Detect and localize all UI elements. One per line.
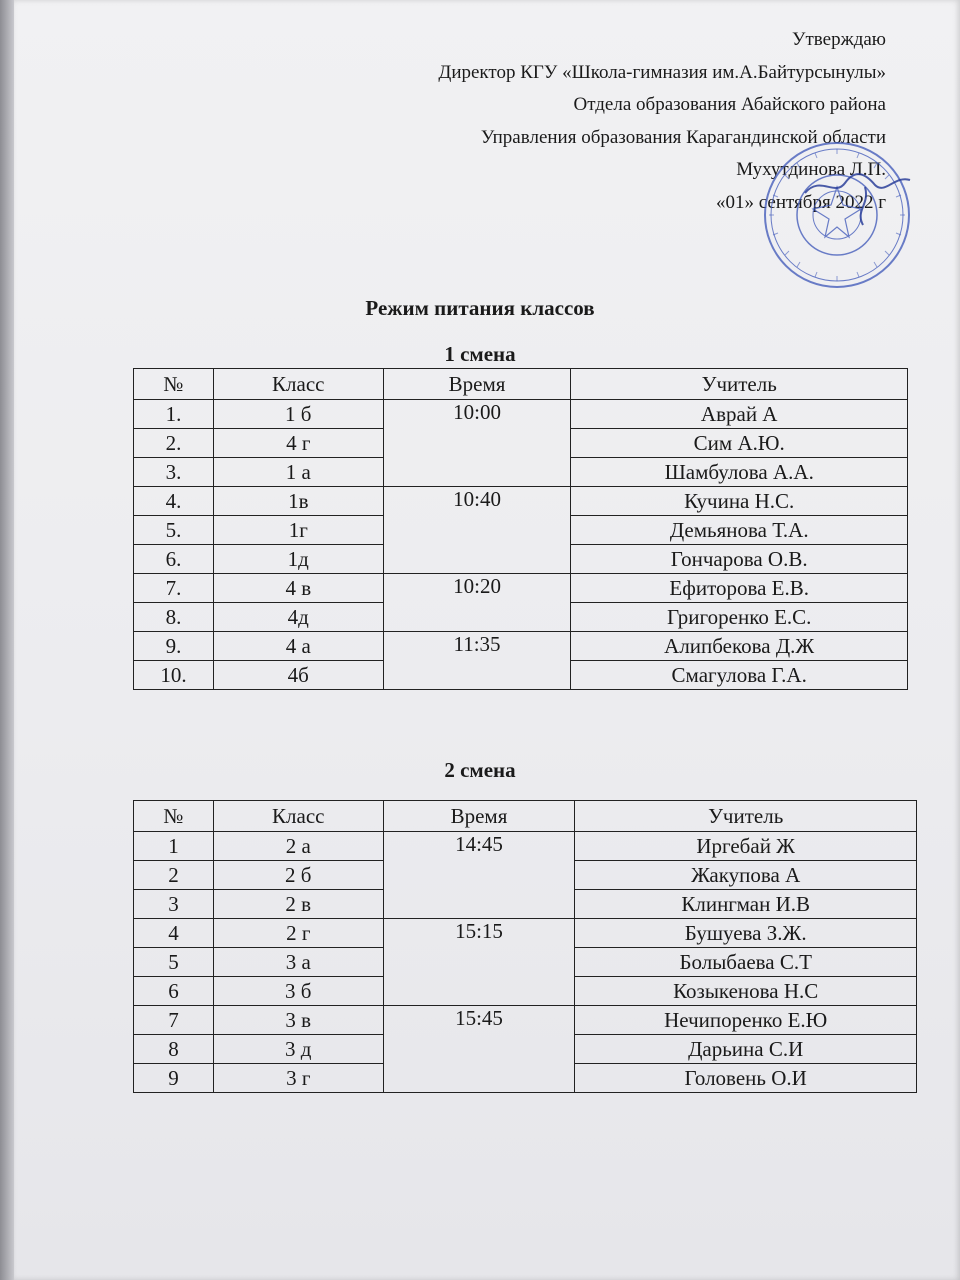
- row-class: 1г: [213, 516, 383, 545]
- shift2-table: [133, 800, 917, 1093]
- row-number: 2: [134, 861, 214, 890]
- row-class: 1 а: [213, 458, 383, 487]
- row-class: 4б: [213, 661, 383, 690]
- row-teacher: Бушуева З.Ж.: [575, 919, 917, 948]
- row-class: 1 б: [213, 400, 383, 429]
- row-class: 1в: [213, 487, 383, 516]
- row-number: 3.: [134, 458, 214, 487]
- row-number: 9: [134, 1064, 214, 1093]
- row-time: 10:40: [383, 487, 571, 574]
- row-number: 1: [134, 832, 214, 861]
- row-number: 3: [134, 890, 214, 919]
- table-row: [134, 632, 908, 661]
- row-number: 2.: [134, 429, 214, 458]
- row-class: 2 в: [213, 890, 383, 919]
- row-teacher: Дарьина С.И: [575, 1035, 917, 1064]
- table-row: [134, 919, 917, 948]
- row-number: 4.: [134, 487, 214, 516]
- row-teacher: Жакупова А: [575, 861, 917, 890]
- row-number: 10.: [134, 661, 214, 690]
- shift2-heading: 2 смена: [444, 758, 516, 782]
- row-teacher: Демьянова Т.А.: [571, 516, 908, 545]
- col-header-teacher: Учитель: [575, 801, 917, 832]
- row-teacher: Иргебай Ж: [575, 832, 917, 861]
- row-teacher: Болыбаева С.Т: [575, 948, 917, 977]
- page-title: Режим питания классов: [365, 296, 595, 320]
- row-teacher: Алипбекова Д.Ж: [571, 632, 908, 661]
- row-time: 10:20: [383, 574, 571, 632]
- row-class: 1д: [213, 545, 383, 574]
- row-class: 3 г: [213, 1064, 383, 1093]
- approval-date: «01» сентября 2022 г: [715, 191, 886, 213]
- row-number: 5: [134, 948, 214, 977]
- row-time: 10:00: [383, 400, 571, 487]
- row-number: 1.: [134, 400, 214, 429]
- row-teacher: Ефиторова Е.В.: [571, 574, 908, 603]
- col-header-number: №: [134, 369, 214, 400]
- row-time: 11:35: [383, 632, 571, 690]
- col-header-class: Класс: [213, 801, 383, 832]
- row-class: 3 д: [213, 1035, 383, 1064]
- col-header-time: Время: [383, 369, 571, 400]
- binder-edge: [0, 0, 14, 1280]
- table-header-row: [134, 801, 917, 832]
- col-header-time: Время: [383, 801, 575, 832]
- col-header-class: Класс: [213, 369, 383, 400]
- row-class: 2 а: [213, 832, 383, 861]
- row-teacher: Шамбулова А.А.: [571, 458, 908, 487]
- row-teacher: Гончарова О.В.: [571, 545, 908, 574]
- row-teacher: Козыкенова Н.С: [575, 977, 917, 1006]
- row-class: 3 б: [213, 977, 383, 1006]
- table-header-row: [134, 369, 908, 400]
- row-class: 2 б: [213, 861, 383, 890]
- row-number: 7.: [134, 574, 214, 603]
- table-row: [134, 574, 908, 603]
- row-number: 9.: [134, 632, 214, 661]
- row-number: 8.: [134, 603, 214, 632]
- approval-line: Директор КГУ «Школа-гимназия им.А.Байтурсынулы»: [438, 61, 886, 83]
- row-teacher: Кучина Н.С.: [571, 487, 908, 516]
- approval-line: Отдела образования Абайского района: [573, 94, 886, 115]
- row-number: 8: [134, 1035, 214, 1064]
- row-class: 3 а: [213, 948, 383, 977]
- row-time: 15:15: [383, 919, 575, 1006]
- approval-line: Утверждаю: [792, 29, 886, 50]
- row-teacher: Сим А.Ю.: [571, 429, 908, 458]
- row-time: 15:45: [383, 1006, 575, 1093]
- row-class: 2 г: [213, 919, 383, 948]
- row-teacher: Смагулова Г.А.: [571, 661, 908, 690]
- col-header-teacher: Учитель: [571, 369, 908, 400]
- shift1-heading: 1 смена: [444, 342, 516, 366]
- row-teacher: Клингман И.В: [575, 890, 917, 919]
- stamp-seal: [745, 135, 925, 290]
- row-teacher: Головень О.И: [575, 1064, 917, 1093]
- row-number: 5.: [134, 516, 214, 545]
- approval-line: Управления образования Карагандинской области: [480, 126, 886, 148]
- row-number: 6: [134, 977, 214, 1006]
- row-time: 14:45: [383, 832, 575, 919]
- col-header-number: №: [134, 801, 214, 832]
- shift1-table: [133, 368, 908, 690]
- table-row: [134, 832, 917, 861]
- row-class: 4 а: [213, 632, 383, 661]
- table-row: [134, 1006, 917, 1035]
- row-teacher: Григоренко Е.С.: [571, 603, 908, 632]
- signature: [805, 174, 910, 225]
- row-number: 6.: [134, 545, 214, 574]
- row-teacher: Аврай А: [571, 400, 908, 429]
- row-class: 4 г: [213, 429, 383, 458]
- approval-line: Мухутдинова Л.П.: [736, 159, 886, 180]
- row-class: 4 в: [213, 574, 383, 603]
- row-number: 4: [134, 919, 214, 948]
- table-row: [134, 400, 908, 429]
- table-row: [134, 487, 908, 516]
- row-class: 4д: [213, 603, 383, 632]
- row-class: 3 в: [213, 1006, 383, 1035]
- row-teacher: Нечипоренко Е.Ю: [575, 1006, 917, 1035]
- row-number: 7: [134, 1006, 214, 1035]
